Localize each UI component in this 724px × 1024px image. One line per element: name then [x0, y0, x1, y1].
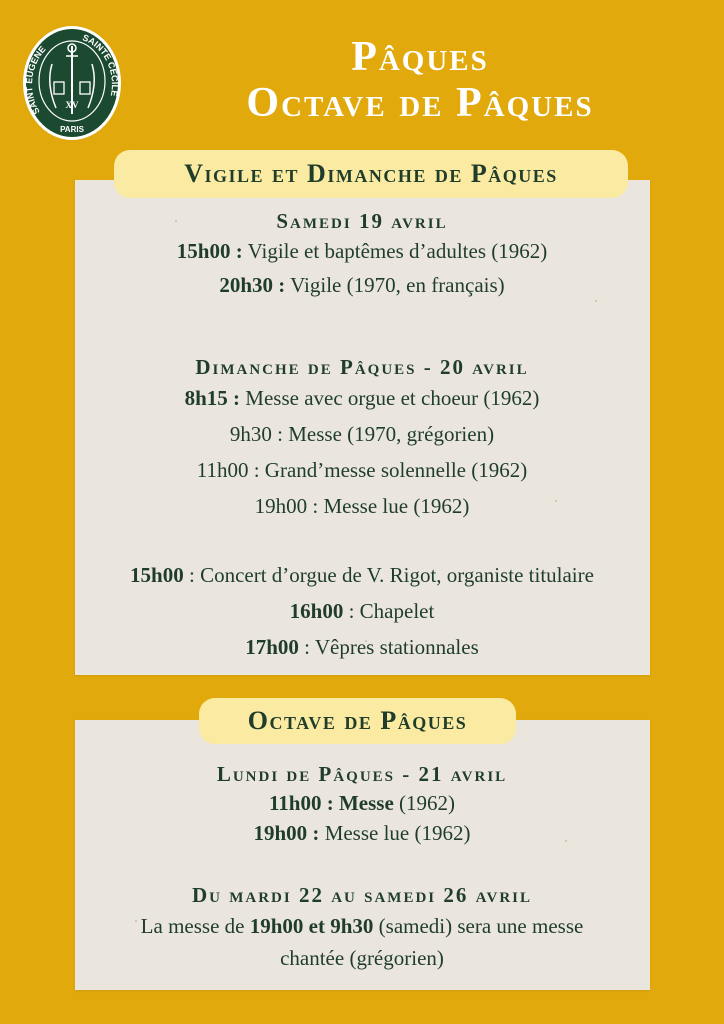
schedule-line: 15h00 : Vigile et baptêmes d’adultes (1962) — [176, 239, 548, 263]
saturday-heading: Samedi 19 avril — [276, 209, 448, 233]
monday-heading: Lundi de Pâques - 21 avril — [216, 762, 508, 786]
schedule-line: 11h00 : Messe (1962) — [268, 791, 456, 815]
sunday-heading: Dimanche de Pâques - 20 avril — [195, 355, 529, 379]
title-line-1: Pâques — [351, 34, 489, 80]
schedule-line: 20h30 : Vigile (1970, en français) — [219, 273, 505, 297]
afternoon-block — [0, 557, 724, 665]
week-heading: Du mardi 22 au samedi 26 avril — [191, 883, 533, 907]
logo-text-bottom: PARIS — [60, 125, 84, 134]
section-pill-vigil-sunday: Vigile et Dimanche de Pâques — [114, 150, 628, 198]
sunday-block — [0, 354, 724, 524]
schedule-line: 17h00 : Vêpres stationnales — [245, 635, 479, 659]
monday-block — [0, 760, 724, 848]
week-block — [0, 880, 724, 974]
logo-text-left: SAINT EUGÈNE — [24, 44, 48, 117]
schedule-line: 19h00 : Messe lue (1962) — [253, 821, 471, 845]
page-title — [140, 34, 700, 126]
schedule-line: 16h00 : Chapelet — [289, 599, 435, 623]
schedule-line: 9h30 : Messe (1970, grégorien) — [229, 422, 495, 446]
schedule-line: 19h00 : Messe lue (1962) — [254, 494, 470, 518]
title-line-2: Octave de Pâques — [246, 80, 594, 126]
svg-text:XV: XV — [65, 100, 79, 110]
schedule-line: 8h15 : Messe avec orgue et choeur (1962) — [184, 386, 540, 410]
parish-logo-icon — [22, 24, 122, 142]
schedule-line: 15h00 : Concert d’orgue de V. Rigot, organiste titulaire — [130, 563, 594, 587]
saturday-block — [0, 208, 724, 302]
schedule-line: 11h00 : Grand’messe solennelle (1962) — [196, 458, 528, 482]
week-text-line: chantée (grégorien) — [280, 946, 444, 970]
week-text-line: La messe de 19h00 et 9h30 (samedi) sera une messe — [140, 914, 584, 938]
logo-text-right: SAINTE CÉCILE — [81, 32, 120, 98]
section-pill-octave: Octave de Pâques — [199, 698, 516, 744]
